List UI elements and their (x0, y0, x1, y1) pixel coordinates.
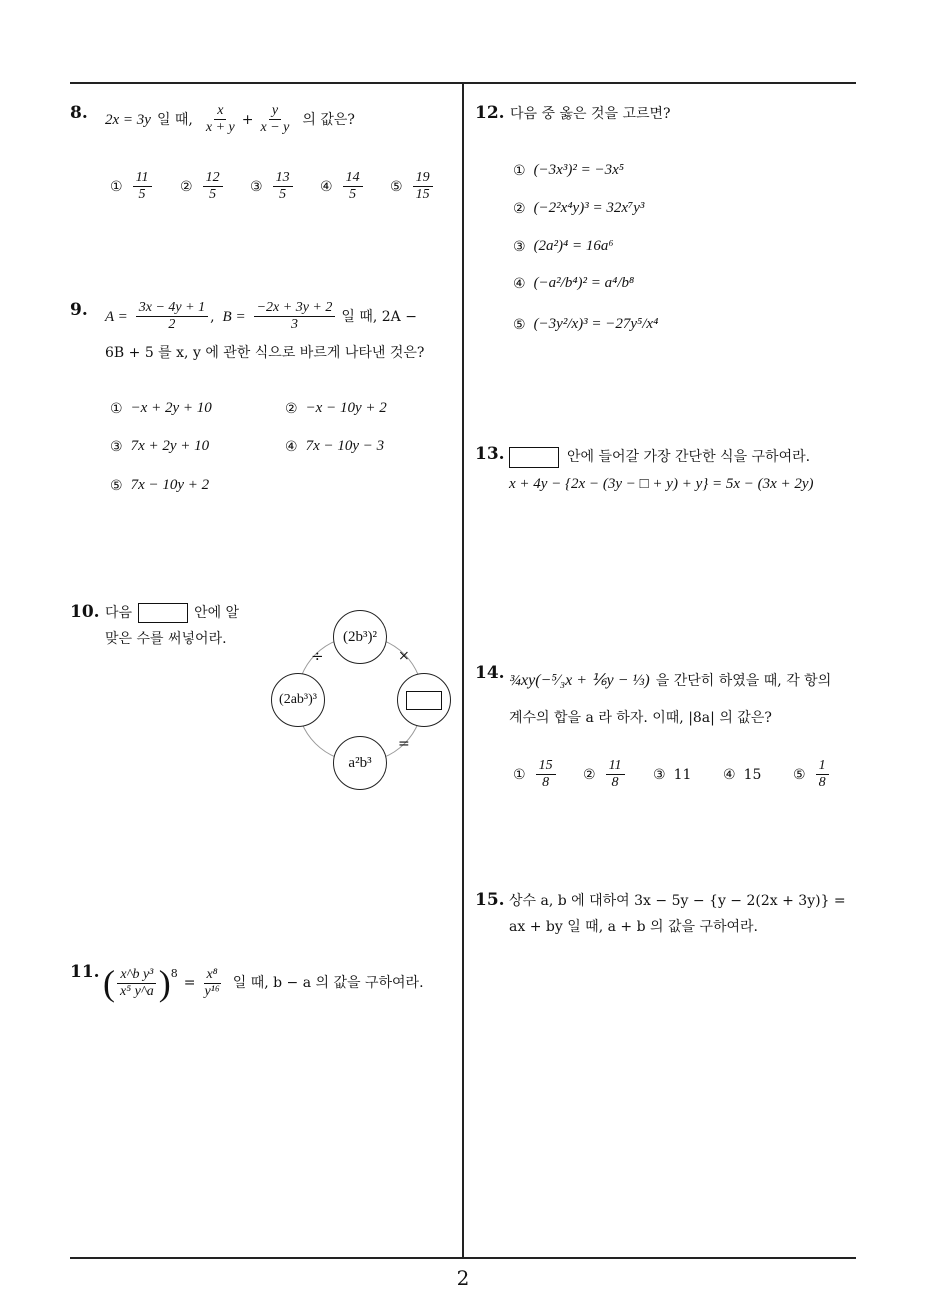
q9-a-lhs: A = (105, 308, 128, 325)
q12-option-2[interactable]: ② (−2²x⁴y)³ = 32x⁷y³ (513, 200, 645, 217)
question-8-text (105, 103, 355, 136)
q10-top-circle: (2b³)² (333, 610, 387, 664)
q8-option-3[interactable]: ③ $\frac{13}{5}$ (250, 170, 295, 203)
question-12-number: 12. (475, 103, 505, 123)
q9-option-1[interactable]: ① −x + 2y + 10 (110, 400, 212, 417)
q9-b-fraction: $\frac{-2x + 3y + 2}{3}$ (254, 300, 336, 333)
q9-line2: 6B + 5 를 x, y 에 관한 식으로 바르게 나타낸 것은? (105, 345, 425, 361)
q9-b-lhs: B = (222, 308, 246, 325)
q10-text-2: 안에 알 (194, 605, 240, 621)
q8-option-5[interactable]: ⑤ $\frac{19}{15}$ (390, 170, 435, 203)
q11-inner-fraction: $\frac{\text{x\textasciicircum{}b y³}}{\text{x⁵ y\textasciicircum{}a}}$ (117, 967, 157, 1000)
page-number: 2 (456, 1266, 470, 1290)
q10-divide-sign: ÷ (311, 647, 324, 665)
q14-option-1[interactable]: ① $\frac{15}{8}$ (513, 758, 558, 791)
q10-equals-sign: = (398, 736, 410, 752)
question-8-number: 8. (70, 103, 88, 123)
q8-plus: + (241, 111, 254, 128)
q10-line2: 맞은 수를 써넣어라. (105, 631, 227, 647)
q11-tail: 일 때, b − a 의 값을 구하여라. (232, 975, 424, 991)
q10-text-1: 다음 (105, 605, 133, 621)
q14-option-3[interactable]: ③ 11 (653, 767, 692, 783)
q8-option-2[interactable]: ② $\frac{12}{5}$ (180, 170, 225, 203)
q11-line: ( $\frac{\text{x\textasciicircum{}b y³}}{\text{x⁵ y\textasciicircum{}a}}$ ) 8 = $\frac{\text{x⁸}}{\text{y¹⁶}}$ 일 때, b − a 의 값을 구하여라. (103, 963, 424, 1003)
q13-answer-box[interactable] (509, 447, 559, 468)
q15-line1: 상수 a, b 에 대하여 3x − 5y − {y − 2(2x + 3y)} = (509, 893, 846, 909)
q10-right-answer-box[interactable] (406, 691, 442, 710)
question-13-number: 13. (475, 444, 505, 464)
q14-line2: 계수의 합을 a 라 하자. 이때, |8a| 의 값은? (509, 710, 772, 726)
q9-option-5[interactable]: ⑤ 7x − 10y + 2 (110, 477, 210, 494)
q8-korean2: 의 값은? (302, 111, 355, 128)
q13-line1 (509, 446, 810, 468)
q12-option-1[interactable]: ① (−3x³)² = −3x⁵ (513, 162, 624, 179)
q12-option-5[interactable]: ⑤ (−3y²/x)³ = −27y⁵/x⁴ (513, 316, 659, 333)
question-11-number: 11. (70, 962, 100, 982)
q9-option-4[interactable]: ④ 7x − 10y − 3 (285, 438, 385, 455)
q12-text: 다음 중 옳은 것을 고르면? (510, 106, 671, 122)
q8-korean1: 일 때, (156, 111, 193, 128)
q10-right-circle[interactable] (397, 673, 451, 727)
q10-bottom-circle: a²b³ (333, 736, 387, 790)
q10-line1 (105, 602, 239, 624)
q14-tail: 을 간단히 하였을 때, 각 항의 (655, 673, 832, 689)
question-15-number: 15. (475, 890, 505, 910)
q9-line1-tail: 일 때, 2A − (341, 308, 417, 325)
q9-comma: , (210, 308, 215, 325)
q13-equation: x + 4y − {2x − (3y − □ + y) + y} = 5x − (3x + 2y) (509, 476, 814, 492)
q8-option-4[interactable]: ④ $\frac{14}{5}$ (320, 170, 365, 203)
q10-left-circle: (2ab³)³ (271, 673, 325, 727)
q8-fraction-1: $\frac{x}{x + y}$ (205, 103, 235, 135)
question-10-number: 10. (70, 602, 100, 622)
q10-times-sign: × (398, 648, 410, 664)
q8-option-1[interactable]: ① $\frac{11}{5}$ (110, 170, 154, 203)
q11-equals: = (183, 975, 196, 991)
column-divider (462, 82, 464, 1259)
q9-a-fraction: $\frac{3x - 4y + 1}{2}$ (136, 300, 208, 333)
q9-option-2[interactable]: ② −x − 10y + 2 (285, 400, 387, 417)
q15-line2: ax + by 일 때, a + b 의 값을 구하여라. (509, 919, 759, 935)
question-14-number: 14. (475, 663, 505, 683)
q11-power: 8 (170, 967, 178, 980)
q13-text: 안에 들어갈 가장 간단한 식을 구하여라. (567, 449, 811, 465)
q14-option-4[interactable]: ④ 15 (723, 767, 762, 783)
q12-option-4[interactable]: ④ (−a²/b⁴)² = a⁴/b⁸ (513, 275, 635, 292)
q10-answer-box[interactable] (138, 603, 188, 623)
q9-option-3[interactable]: ③ 7x + 2y + 10 (110, 438, 210, 455)
q14-option-5[interactable]: ⑤ $\frac{1}{8}$ (793, 758, 831, 791)
q14-expression: ¾xy(−⁵⁄₃x + ⅙y − ⅓) (509, 672, 650, 689)
q8-condition: 2x = 3y (105, 111, 151, 128)
question-9-number: 9. (70, 300, 88, 320)
q11-result-fraction: $\frac{\text{x⁸}}{\text{y¹⁶}}$ (204, 966, 220, 999)
q14-option-2[interactable]: ② $\frac{11}{8}$ (583, 758, 627, 791)
q9-line1 (105, 300, 417, 333)
q14-line1 (509, 670, 831, 692)
q8-fraction-2: $\frac{y}{x - y}$ (260, 103, 290, 135)
q12-option-3[interactable]: ③ (2a²)⁴ = 16a⁶ (513, 238, 614, 255)
